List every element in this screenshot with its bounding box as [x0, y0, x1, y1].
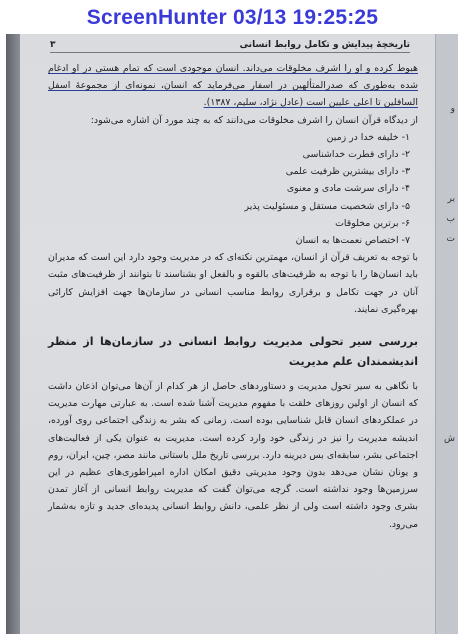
list-item: ۷- اختصاص نعمت‌ها به انسان	[295, 235, 410, 247]
list-item: ۶- برترین مخلوقات	[335, 217, 410, 229]
page-body	[48, 60, 418, 533]
section-title: بررسی سیر تحولی مدیریت روابط انسانی در سازمان‌ها از منظر اندیشمندان علم مدیریت	[48, 335, 418, 369]
timestamp-text: ScreenHunter 03/13 19:25:25	[86, 6, 379, 29]
paragraph-1: هبوط کرده و او را اشرف مخلوقات می‌داند. انسان موجودی است که تمام هستی در او ادغام شده به‌طوری که صدرالمتألهین در اسفار می‌فرماید که انسان، نمونه‌ای از مجموعهٔ اسفل السافلین تا اعلی علیین است (عادل نژاد، سلیم، ۱۳۸۷).	[48, 63, 418, 109]
adjacent-page-fragment: و	[450, 104, 455, 114]
list-item: ۲- دارای فطرت خداشناسی	[302, 149, 410, 161]
list-item: ۱- خلیفه خدا در زمین	[326, 131, 410, 143]
paragraph-2: از دیدگاه قرآن انسان را اشرف مخلوقات می‌دانند که به چند مورد آن اشاره می‌شود:	[90, 114, 418, 126]
header-title: تاریخچهٔ پیدایش و تکامل روابط انسانی	[239, 40, 410, 50]
quran-attributes-list	[48, 129, 418, 249]
adjacent-page-fragment: ت	[446, 234, 455, 244]
adjacent-page-fragment: ش	[444, 434, 455, 444]
document-photo	[6, 34, 458, 634]
paragraph-3: با توجه به تعریف قرآن از انسان، مهمترین نکته‌ای که در مدیریت وجود دارد این است که مدیران باید انسان‌ها را با توجه به ظرفیت‌های بالقوه و بالفعل او بشناسند تا بتوانند از ظرفیت‌های مثبت آنان در جهت تکامل و برقراری روابط مناسب انسانی در سازمان‌ها جهت افزایش کارائی بهره‌گیری نمایند.	[48, 252, 418, 315]
paragraph-4: با نگاهی به سیر تحول مدیریت و دستاوردهای حاصل از هر کدام از آن‌ها می‌توان اذعان داشت که انسان از اولین روزهای خلقت با مفهوم مدیریت آشنا شده است. به عبارتی مهارت مدیریت در عملکردهای انسان قابل شناسایی بوده است. زمانی که بشر به زندگی اجتماعی روی آورده، اندیشه مدیریت را نیز در زندگی خود وارد کرده است. مدیریت به عنوان یکی از فعالیت‌های اجتماعی بشر، سابقه‌ای بس دیرینه دارد. بررسی تاریخ ملل باستانی مانند مصر، چین، ایران، روم و یونان نشان می‌دهد بدون وجود مدیریتی دقیق امکان اداره امپراطوری‌های عظیم در این سرزمین‌ها وجود نداشته است. گرچه می‌توان گفت که مدیریت روابط انسانی از آغاز تمدن بشری وجود داشته است ولی از نظر علمی، دانش روابط انسانی پدیده‌ای جدید و تازه به‌شمار می‌رود.	[48, 381, 418, 530]
adjacent-page-fragment: بر	[447, 194, 455, 204]
page-header	[50, 40, 410, 53]
book-page	[20, 34, 440, 634]
list-item: ۵- دارای شخصیت مستقل و مسئولیت پذیر	[244, 200, 410, 212]
screenhunter-timestamp	[0, 0, 465, 36]
adjacent-page-fragment: ب	[446, 214, 455, 224]
page-number: ۳	[50, 40, 56, 50]
list-item: ۴- دارای سرشت مادی و معنوی	[286, 183, 410, 195]
list-item: ۳- دارای بیشترین ظرفیت علمی	[285, 166, 410, 178]
adjacent-page-edge	[435, 34, 458, 634]
